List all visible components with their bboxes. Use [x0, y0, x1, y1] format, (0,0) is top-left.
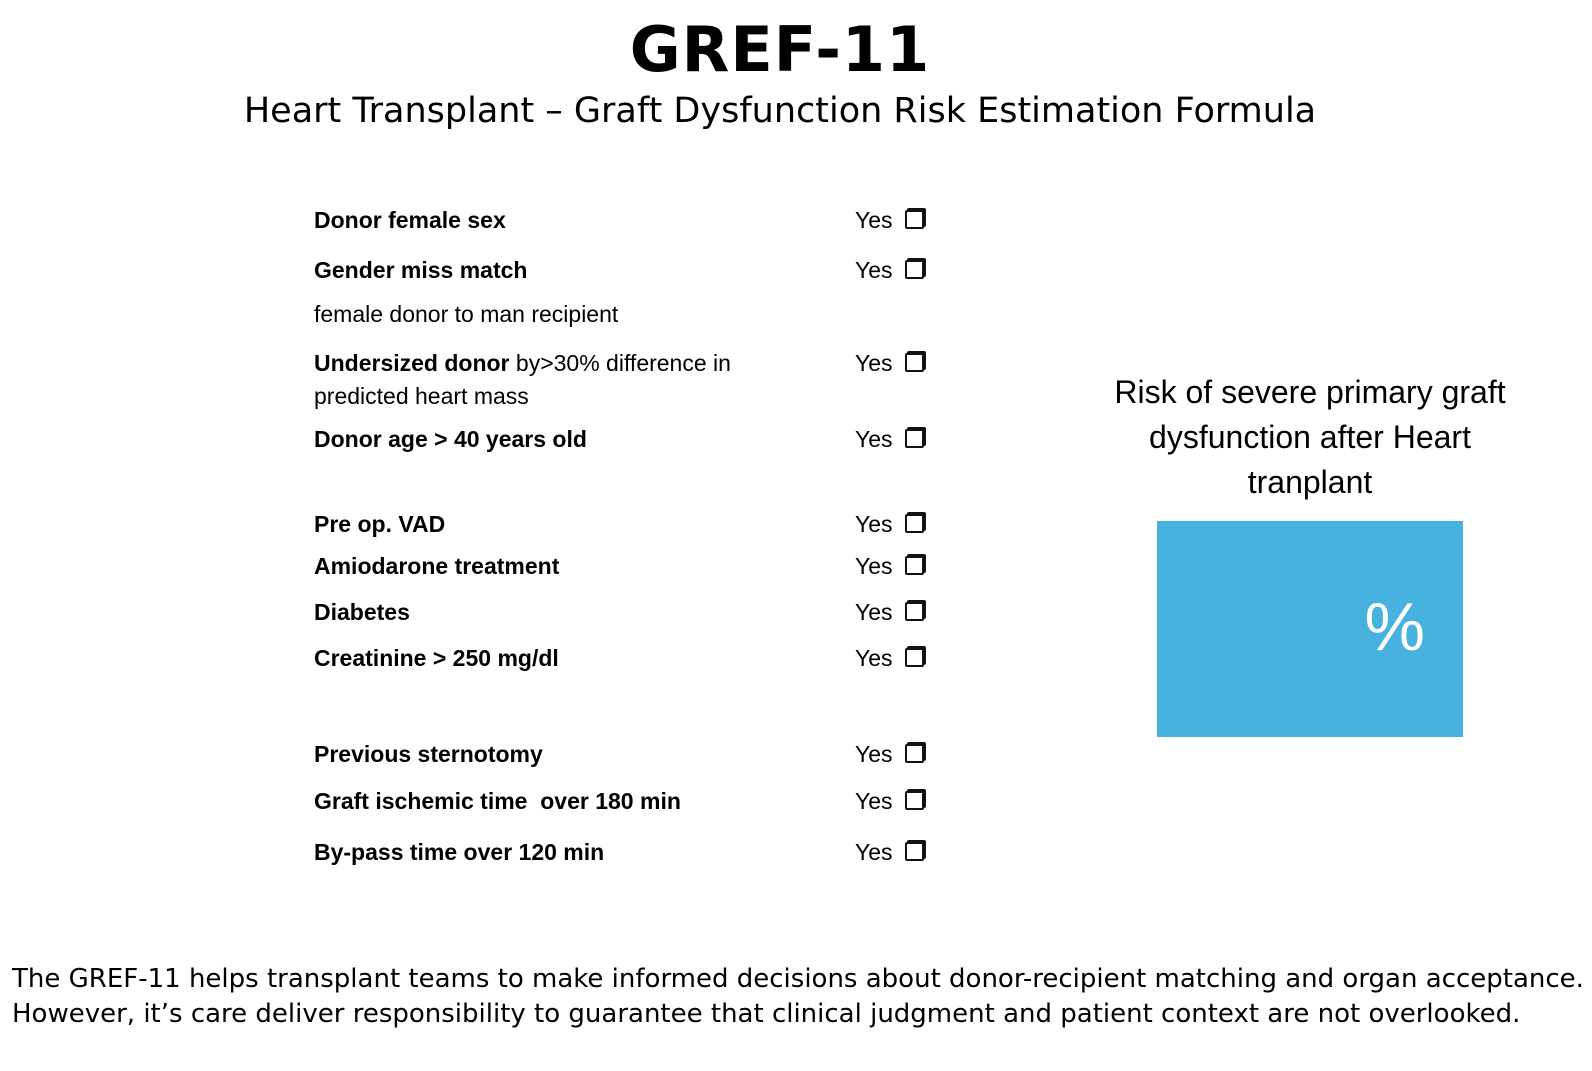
checkbox-creatinine[interactable] — [905, 648, 924, 667]
factor-label-donor-age — [314, 423, 814, 456]
risk-label: Risk of severe primary graft dysfunction after Heart tranplant — [1114, 374, 1506, 500]
checkbox-undersized-donor[interactable] — [905, 353, 924, 372]
checkbox-previous-sternotomy[interactable] — [905, 744, 924, 763]
factor-detail: by>30% difference in predicted heart mass — [314, 350, 731, 409]
risk-percent-value: % — [1364, 589, 1425, 665]
yes-option-undersized-donor[interactable] — [855, 347, 924, 380]
factor-name: By-pass time over 120 min — [314, 839, 605, 865]
yes-label: Yes — [855, 257, 893, 283]
factor-label-graft-ischemic-time — [314, 785, 814, 818]
checkbox-graft-ischemic-time[interactable] — [905, 791, 924, 810]
checkbox-donor-age[interactable] — [905, 429, 924, 448]
factor-name: Diabetes — [314, 599, 410, 625]
checkbox-diabetes[interactable] — [905, 602, 924, 621]
yes-option-graft-ischemic-time[interactable] — [855, 785, 924, 818]
factor-label-creatinine — [314, 642, 814, 675]
factor-label-pre-op-vad — [314, 508, 814, 541]
factor-name: Pre op. VAD — [314, 511, 446, 537]
footer-line-2: However, it’s care deliver responsibility to guarantee that clinical judgment and patient context are not overlooked. — [12, 999, 1521, 1029]
yes-label: Yes — [855, 599, 893, 625]
factor-name: Donor age > 40 years old — [314, 426, 587, 452]
yes-label: Yes — [855, 350, 893, 376]
factor-name: Undersized donor — [314, 350, 510, 376]
footer-disclaimer — [12, 962, 1582, 1032]
footer-line-1: The GREF-11 helps transplant teams to make informed decisions about donor-recipient matching and organ acceptance. — [12, 964, 1584, 994]
factor-label-donor-female-sex — [314, 204, 814, 237]
yes-option-diabetes[interactable] — [855, 596, 924, 629]
yes-label: Yes — [855, 426, 893, 452]
yes-option-donor-female-sex[interactable] — [855, 204, 924, 237]
yes-label: Yes — [855, 788, 893, 814]
factor-label-undersized-donor — [314, 347, 794, 413]
page-title: GREF-11 — [629, 13, 931, 86]
yes-label: Yes — [855, 645, 893, 671]
factor-label-bypass-time — [314, 836, 814, 869]
yes-option-amiodarone[interactable] — [855, 550, 924, 583]
factor-label-diabetes — [314, 596, 814, 629]
factor-name: Previous sternotomy — [314, 741, 543, 767]
yes-label: Yes — [855, 839, 893, 865]
factor-name: Graft ischemic time over 180 min — [314, 788, 681, 814]
checkbox-pre-op-vad[interactable] — [905, 514, 924, 533]
factor-note-gender-mismatch — [314, 298, 814, 331]
checkbox-gender-mismatch[interactable] — [905, 260, 924, 279]
factor-label-amiodarone — [314, 550, 814, 583]
factor-label-gender-mismatch — [314, 254, 814, 287]
risk-result-box — [1157, 521, 1463, 737]
factor-name: Gender miss match — [314, 257, 528, 283]
yes-option-pre-op-vad[interactable] — [855, 508, 924, 541]
factor-name: Creatinine > 250 mg/dl — [314, 645, 559, 671]
yes-option-donor-age[interactable] — [855, 423, 924, 456]
checkbox-amiodarone[interactable] — [905, 556, 924, 575]
factor-label-previous-sternotomy — [314, 738, 814, 771]
factor-detail: female donor to man recipient — [314, 301, 619, 327]
yes-option-bypass-time[interactable] — [855, 836, 924, 869]
checkbox-bypass-time[interactable] — [905, 842, 924, 861]
yes-label: Yes — [855, 553, 893, 579]
yes-option-gender-mismatch[interactable] — [855, 254, 924, 287]
factor-name: Amiodarone treatment — [314, 553, 560, 579]
page-subtitle: Heart Transplant – Graft Dysfunction Risk Estimation Formula — [243, 91, 1317, 131]
yes-option-creatinine[interactable] — [855, 642, 924, 675]
checkbox-donor-female-sex[interactable] — [905, 210, 924, 229]
yes-label: Yes — [855, 741, 893, 767]
factor-name: Donor female sex — [314, 207, 506, 233]
yes-label: Yes — [855, 207, 893, 233]
yes-label: Yes — [855, 511, 893, 537]
yes-option-previous-sternotomy[interactable] — [855, 738, 924, 771]
